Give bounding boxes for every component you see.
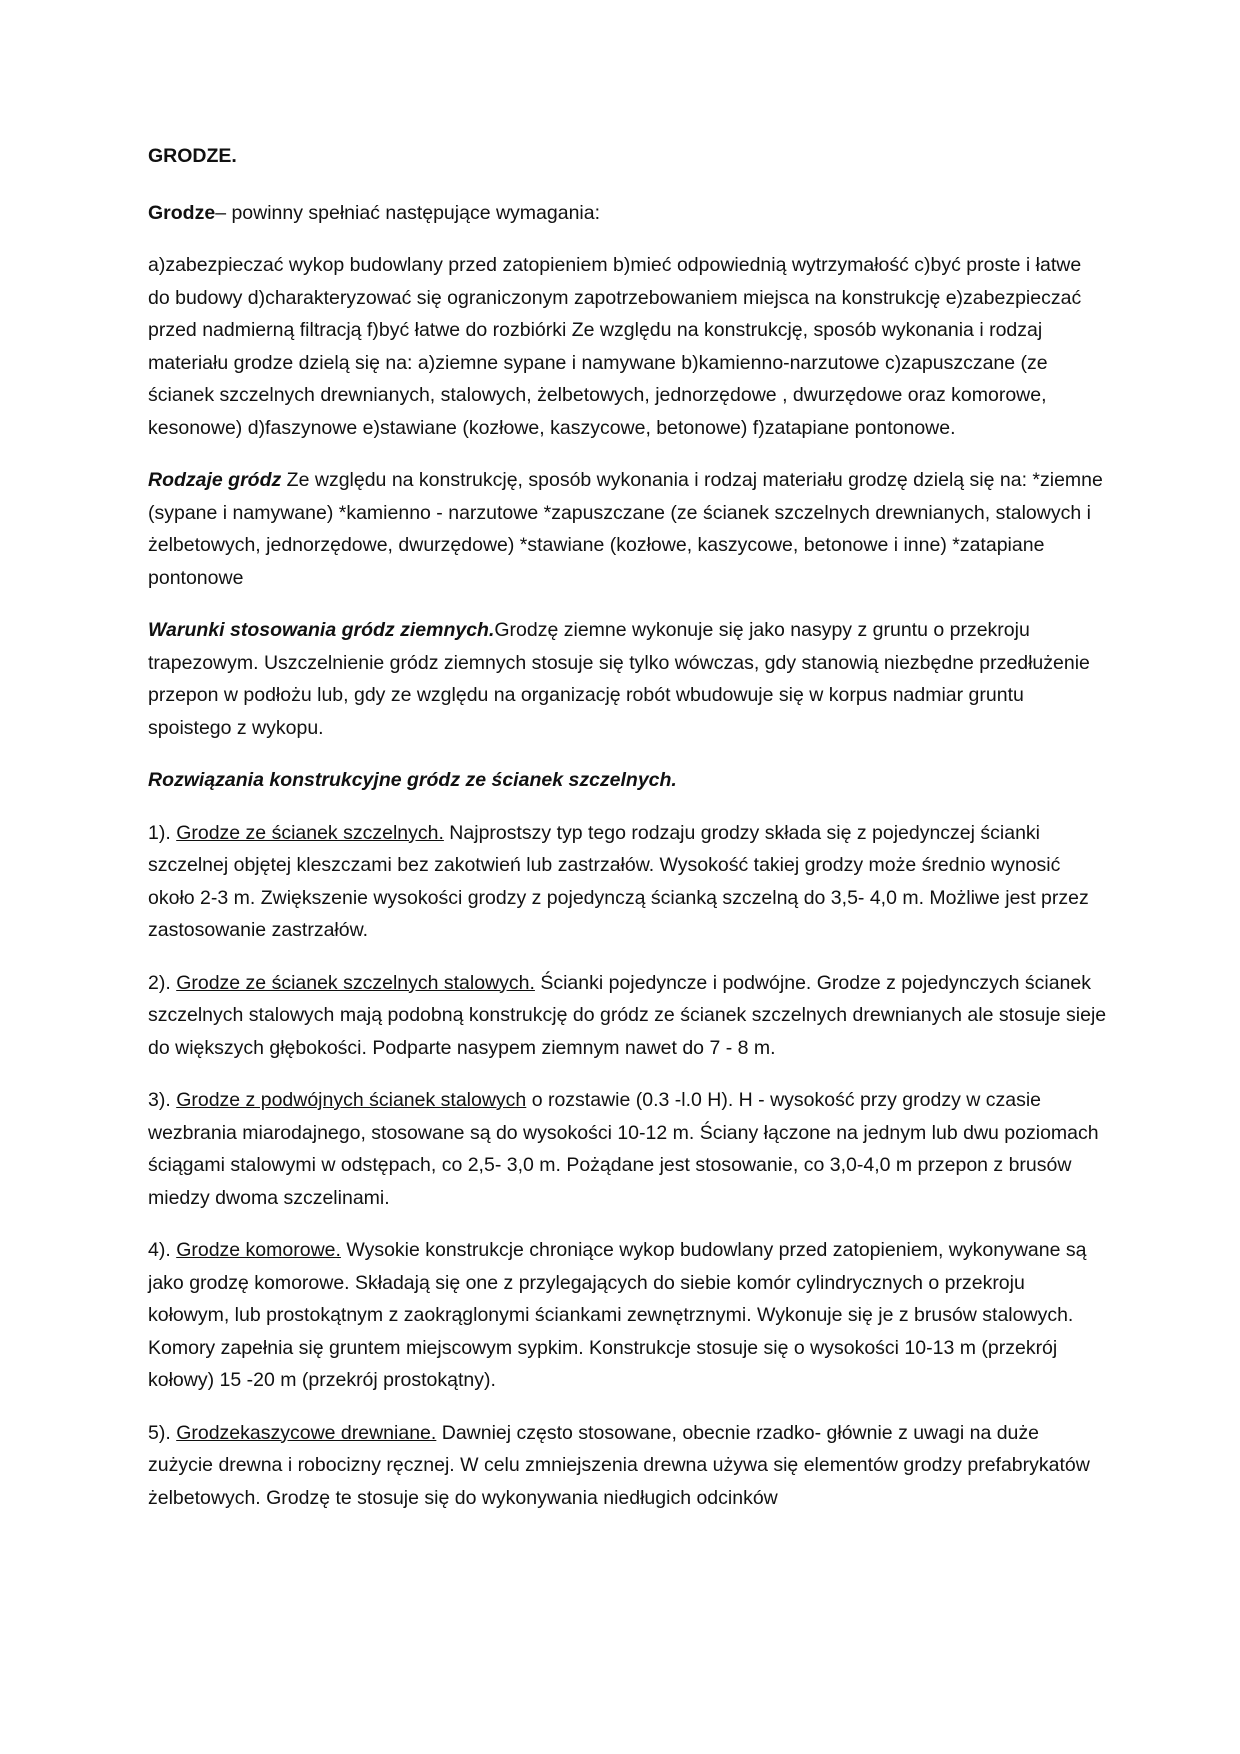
item-number: 1). — [148, 821, 177, 844]
item-text: Najprostszy typ tego rodzaju grodzy składa się z pojedynczej ścianki szczelnej objętej kleszczami bez zakotwień lub zastrzałów. Wysokość takiej grodzy może średnio wynosić około 2-3 m. Zwiększenie wysokości grodzy z pojedynczą ścianką szczelną do 3,5- 4,0 m. Możliwe jest przez zastosowanie zastrzałów. — [148, 821, 1089, 941]
item-number: 4). — [148, 1239, 177, 1261]
item-name: Grodze z podwójnych ścianek stalowych — [176, 1089, 527, 1111]
warunki-paragraph — [148, 614, 1108, 744]
document-page — [148, 140, 1108, 1534]
warunki-heading: Warunki stosowania gródz ziemnych. — [148, 619, 495, 641]
item-text: Ścianki pojedyncze i podwójne. Grodze z pojedynczych ścianek szczelnych stalowych mają podobną konstrukcję do gródz ze ścianek szczelnych drewnianych ale stosuje sieje do większych głębokości. Podparte nasypem ziemnym nawet do 7 - 8 m. — [148, 971, 1107, 1059]
item-name: Grodzekaszycowe drewniane. — [176, 1421, 437, 1444]
item-number: 5). — [148, 1421, 177, 1444]
item-text: o rozstawie (0.3 -l.0 H). H - wysokość przy grodzy w czasie wezbrania miarodajnego, stosowane są do wysokości 10-12 m. Ściany łączone na jednym lub dwu poziomach ściągami stalowymi w odstępach, co 2,5- 3,0 m. Pożądane jest stosowanie, co 3,0-4,0 m przepon z brusów miedzy dwoma szczelinami. — [148, 1089, 1099, 1209]
intro-term: Grodze — [148, 201, 216, 224]
intro-paragraph — [148, 197, 1108, 230]
list-item — [148, 1084, 1108, 1214]
rodzaje-paragraph — [148, 464, 1108, 594]
list-item — [148, 1417, 1108, 1515]
warunki-text: Grodzę ziemne wykonuje się jako nasypy z gruntu o przekroju trapezowym. Uszczelnienie gródz ziemnych stosuje się tylko wówczas, gdy stanowią niezbędne przedłużenie przepon w podłożu lub, gdy ze względu na organizację robót wbudowuje się w korpus nadmiar gruntu spoistego z wykopu. — [148, 619, 1090, 739]
rodzaje-heading: Rodzaje gródz — [148, 469, 282, 491]
requirements-paragraph: a)zabezpieczać wykop budowlany przed zatopieniem b)mieć odpowiednią wytrzymałość c)być proste i łatwe do budowy d)charakteryzować się ograniczonym zapotrzebowaniem miejsca na konstrukcję e)zabezpieczać przed nadmierną filtracją f)być łatwe do rozbiórki Ze względu na konstrukcję, sposób wykonania i rodzaj materiału grodze dzielą się na: a)ziemne sypane i namywane b)kamienno-narzutowe c)zapuszczane (ze ścianek szczelnych drewnianych, stalowych, żelbetowych, jednorzędowe , dwurzędowe oraz komorowe, kesonowe) d)faszynowe e)stawiane (kozłowe, kaszycowe, betonowe) f)zatapiane pontonowe. — [148, 254, 1082, 439]
rodzaje-text: Ze względu na konstrukcję, sposób wykonania i rodzaj materiału grodzę dzielą się na: *ziemne (sypane i namywane) *kamienno - narzutowe *zapuszczane (ze ścianek szczelnych drewnianych, stalowych i żelbetowych, jednorzędowe, dwurzędowe) *stawiane (kozłowe, kaszycowe, betonowe i inne) *zatapiane pontonowe — [148, 469, 1103, 589]
list-item — [148, 817, 1108, 947]
item-number: 2). — [148, 971, 177, 994]
intro-text: – powinny spełniać następujące wymagania: — [215, 201, 601, 224]
item-name: Grodze ze ścianek szczelnych. — [176, 821, 444, 844]
rozwiazania-heading: Rozwiązania konstrukcyjne gródz ze ścianek szczelnych. — [148, 769, 677, 791]
list-item — [148, 967, 1108, 1065]
item-text: Wysokie konstrukcje chroniące wykop budowlany przed zatopieniem, wykonywane są jako grodzę komorowe. Składają się one z przylegających do siebie komór cylindrycznych o przekroju kołowym, lub prostokątnym z zaokrąglonymi ściankami zewnętrznymi. Wykonuje się je z brusów stalowych. Komory zapełnia się gruntem miejscowym sypkim. Konstrukcje stosuje się o wysokości 10-13 m (przekrój kołowy) 15 -20 m (przekrój prostokątny). — [148, 1239, 1087, 1391]
item-number: 3). — [148, 1089, 177, 1111]
item-text: Dawniej często stosowane, obecnie rzadko- głównie z uwagi na duże zużycie drewna i robocizny ręcznej. W celu zmniejszenia drewna używa się elementów grodzy prefabrykatów żelbetowych. Grodzę te stosuje się do wykonywania niedługich odcinków — [148, 1421, 1090, 1509]
item-name: Grodze ze ścianek szczelnych stalowych. — [176, 971, 535, 994]
item-name: Grodze komorowe. — [176, 1239, 341, 1261]
list-item — [148, 1234, 1108, 1397]
document-title: GRODZE. — [148, 145, 237, 167]
